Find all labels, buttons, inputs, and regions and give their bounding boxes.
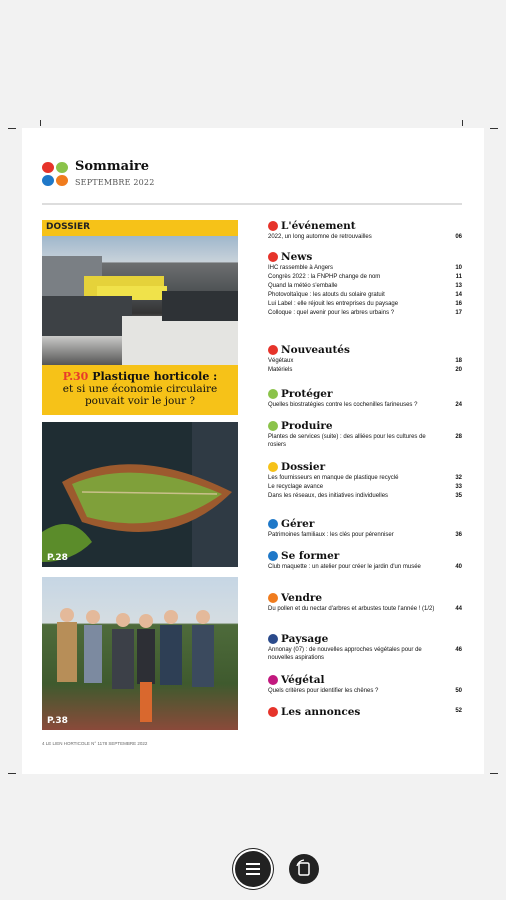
section-bullet-icon	[268, 519, 278, 529]
crop-mark	[490, 128, 498, 129]
toc-entry	[268, 474, 462, 482]
toc-entry	[268, 357, 462, 365]
toc-entry	[268, 233, 462, 241]
toc-section	[268, 673, 462, 695]
toc-entry-title: Colloque : quel avenir pour les arbres urbains ?	[268, 310, 395, 316]
toc-entry-page: 16	[455, 301, 462, 307]
photo-page-tag: P.38	[47, 716, 68, 726]
toc-section-header	[268, 219, 462, 232]
divider	[42, 203, 462, 205]
toc-section	[268, 387, 462, 409]
toc-entry-page: 50	[455, 688, 462, 694]
toc-section-header	[268, 343, 462, 356]
toc-section-header	[268, 517, 462, 530]
section-bullet-icon	[268, 221, 278, 231]
toc-entry	[268, 687, 462, 695]
toc-entry	[268, 282, 462, 290]
leaf-photo	[42, 422, 238, 567]
toc-entry-title	[268, 707, 444, 715]
toc-section-title: Vendre	[281, 591, 323, 604]
toc-entry-page: 28	[455, 434, 462, 440]
toc-entry-title: Photovoltaïque : les atouts du solaire gratuit	[268, 292, 385, 298]
toc-section-header	[268, 673, 462, 686]
toc-entry-page: 40	[455, 564, 462, 570]
crop-mark	[462, 120, 463, 126]
toc-entry-title: Lui Label : elle réjouit les entreprises du paysage	[268, 301, 399, 307]
toc-section	[268, 419, 462, 449]
toc-section	[268, 219, 462, 241]
toc-section	[268, 250, 462, 317]
toc-entry-page: 17	[455, 310, 462, 316]
section-bullet-icon	[268, 551, 278, 561]
toc-entry	[268, 433, 462, 449]
toc-entry-page: 10	[455, 265, 462, 271]
toc-section-header	[268, 591, 462, 604]
toc-entry	[268, 401, 462, 409]
toc-entry-page: 52	[455, 708, 462, 714]
toc-entry	[268, 300, 462, 308]
toc-entry-title: 2022, un long automne de retrouvailles	[268, 234, 372, 240]
toc-entry-title: Quand la météo s'emballe	[268, 283, 338, 289]
toc-entry-page: 36	[455, 532, 462, 538]
toc-section	[268, 343, 462, 374]
toc-section	[268, 517, 462, 539]
toc-section-title: Produire	[281, 419, 333, 432]
toc-entry-page: 35	[455, 493, 462, 499]
toc-entry-title: Annonay (07) : de nouvelles approches végétales pour de nouvelles aspirations	[268, 647, 422, 661]
toc-entry	[268, 492, 462, 500]
toc-section	[268, 705, 462, 718]
toc-entry-page: 20	[455, 367, 462, 373]
toc-entry-page: 44	[455, 606, 462, 612]
toc-section-header	[268, 419, 462, 432]
toc-section	[268, 460, 462, 500]
section-bullet-icon	[268, 421, 278, 431]
dossier-label: DOSSIER	[46, 222, 91, 232]
toc-section-title: L'événement	[281, 219, 356, 232]
toc-entry	[268, 646, 462, 662]
toc-section-title: Dossier	[281, 460, 326, 473]
toc-entry	[268, 707, 462, 715]
section-bullet-icon	[268, 593, 278, 603]
toc-section-title: Paysage	[281, 632, 329, 645]
rotate-icon	[289, 854, 319, 884]
toc-section-title: Se former	[281, 549, 340, 562]
section-bullet-icon	[268, 252, 278, 262]
page-subtitle: SEPTEMBRE 2022	[75, 178, 155, 187]
photo-page-tag: P.28	[47, 553, 68, 563]
toc-entry-title: Congrès 2022 : la FNPHP change de nom	[268, 274, 381, 280]
crop-mark	[490, 773, 498, 774]
toc-entry-title: IHC rassemble à Angers	[268, 265, 334, 271]
crop-mark	[8, 128, 16, 129]
page-title: Sommaire	[75, 159, 150, 174]
toc-entry	[268, 291, 462, 299]
toc-section-title: Gérer	[281, 517, 315, 530]
logo-icon	[42, 162, 70, 188]
toc-entry-title: Le recyclage avance	[268, 484, 324, 490]
dossier-caption	[42, 365, 238, 415]
toc-entry-title: Dans les réseaux, des initiatives individuelles	[268, 493, 389, 499]
toc-section	[268, 549, 462, 571]
caption-line: pouvait voir le jour ?	[84, 395, 196, 407]
section-bullet-icon	[268, 389, 278, 399]
caption-page: P.30	[62, 370, 89, 383]
toc-entry-title: Végétaux	[268, 358, 294, 364]
toc-entry	[268, 273, 462, 281]
rotate-button[interactable]	[289, 854, 319, 884]
toc-entry-title: Club maquette : un atelier pour créer le jardin d'un musée	[268, 564, 421, 570]
toc-entry	[268, 264, 462, 272]
section-bullet-icon	[268, 675, 278, 685]
menu-icon	[235, 851, 271, 887]
toc-section-header	[268, 387, 462, 400]
toc-entry-page: 24	[455, 402, 462, 408]
toc-entry	[268, 366, 462, 374]
toc-section	[268, 632, 462, 662]
toc-entry-title: Quels critères pour identifier les chênes ?	[268, 688, 379, 694]
toc-entry-page: 46	[455, 647, 462, 653]
toc-section-title: Protéger	[281, 387, 333, 400]
toc-section-header	[268, 460, 462, 473]
caption-title: Plastique horticole :	[92, 370, 218, 383]
toc-entry-page: 13	[455, 283, 462, 289]
toc-entry	[268, 531, 462, 539]
toc-entry	[268, 309, 462, 317]
section-bullet-icon	[268, 634, 278, 644]
caption-line: et si une économie circulaire	[62, 383, 218, 395]
toc-section-header	[268, 549, 462, 562]
toc-section-title: News	[281, 250, 313, 263]
plastic-waste-photo	[42, 236, 238, 365]
page-footer: 4 LE LIEN HORTICOLE N° 1178 SEPTEMBRE 2022	[42, 741, 148, 746]
toc-entry	[268, 483, 462, 491]
toc-entry-title: Patrimoines familiaux : les clés pour pérenniser	[268, 532, 394, 538]
toc-section-title: Nouveautés	[281, 343, 350, 356]
crop-mark	[40, 120, 41, 126]
toc-entry	[268, 563, 462, 571]
group-photo	[42, 577, 238, 730]
crop-mark	[8, 773, 16, 774]
toc-section-title: Les annonces	[281, 705, 361, 718]
toc-entry-page: 33	[455, 484, 462, 490]
toc-entry-page: 18	[455, 358, 462, 364]
toc-entry-title: Les fournisseurs en manque de plastique recyclé	[268, 475, 399, 481]
toc-entry-title: Quelles biostratégies contre les cochenilles farineuses ?	[268, 402, 418, 408]
section-bullet-icon	[268, 462, 278, 472]
dossier-band	[42, 220, 238, 236]
section-bullet-icon	[268, 345, 278, 355]
toc-entry-title: Du pollen et du nectar d'arbres et arbustes toute l'année ! (1/2)	[268, 606, 435, 612]
toc-entry-title: Plantes de services (suite) : des alliées pour les cultures de rosiers	[268, 434, 426, 448]
toc-entry-page: 06	[455, 234, 462, 240]
toc-entry-page: 11	[455, 274, 462, 280]
toc-section	[268, 591, 462, 613]
menu-button[interactable]	[235, 851, 271, 887]
toc-entry	[268, 605, 462, 613]
toc-entry-page: 14	[455, 292, 462, 298]
toc-section-title: Végétal	[281, 673, 325, 686]
toc-entry-page: 32	[455, 475, 462, 481]
toc-entry-title: Matériels	[268, 367, 293, 373]
toc-section-header	[268, 250, 462, 263]
toc-section-header	[268, 632, 462, 645]
